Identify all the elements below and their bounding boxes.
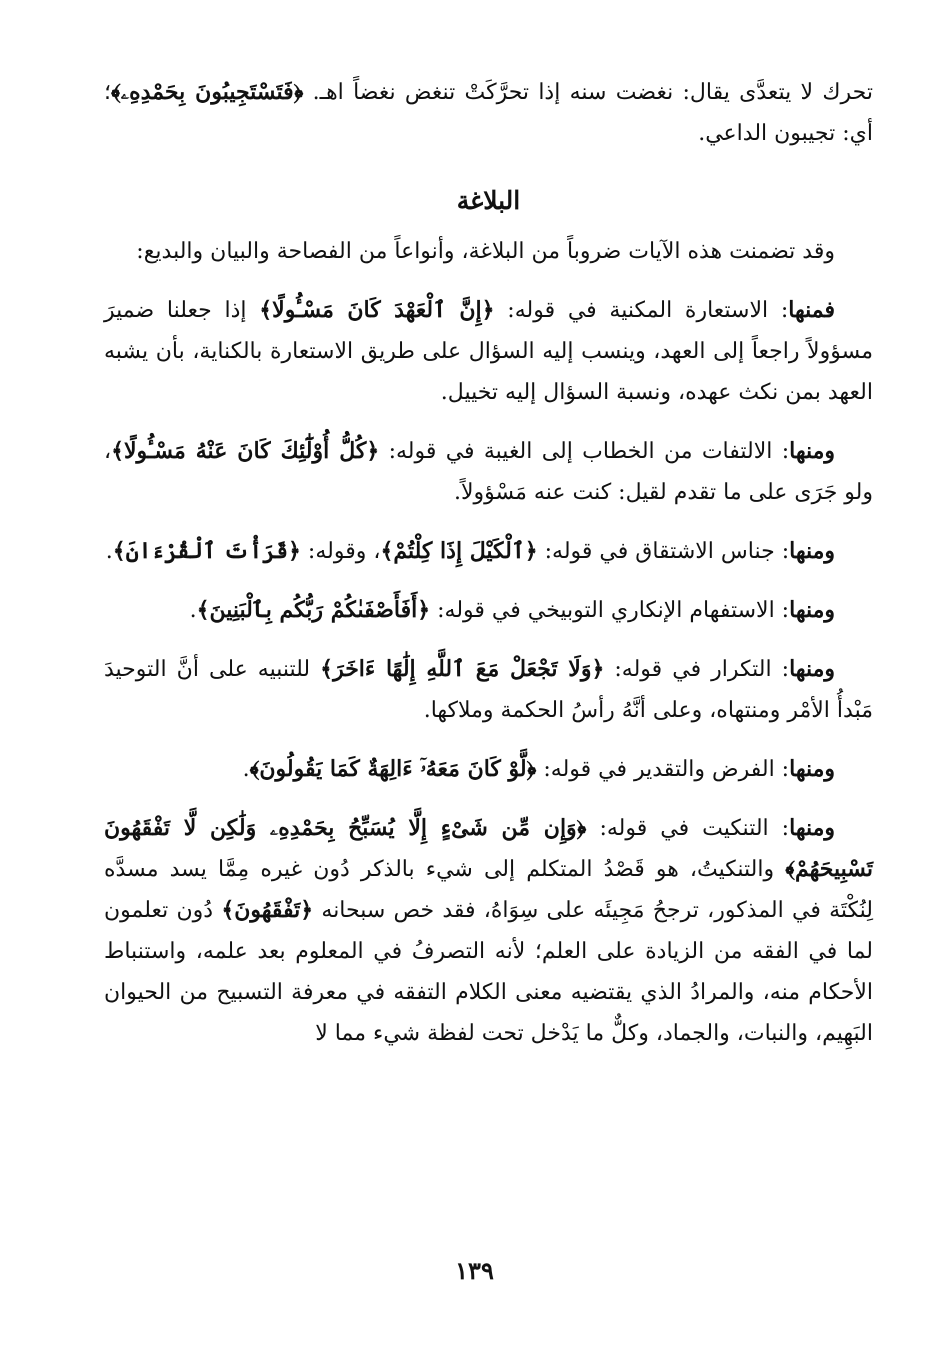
paragraph-lead: فمنها <box>788 297 835 323</box>
paragraph-text: . <box>105 539 113 564</box>
paragraph-lead: ومنها <box>789 756 835 782</box>
quran-quote: ﴿إِنَّ ٱلْعَهْدَ كَانَ مَسْـُٔولًا﴾ <box>259 297 495 323</box>
paragraph-iltifat <box>104 431 873 513</box>
paragraph-jinas <box>104 531 873 572</box>
paragraph-lead: ومنها <box>789 438 835 464</box>
section-heading: البلاغة <box>456 186 521 215</box>
paragraph-text: : التنكيت في قوله: <box>586 816 790 841</box>
paragraph-tankit <box>104 808 873 1054</box>
paragraph-takrar <box>104 649 873 731</box>
intro-text: تحرك لا يتعدَّى يقال: نغضت سنه إذا تحرَّكَتْ تنغض نغضاً اهـ. <box>303 80 873 105</box>
paragraph-text: إذا جعلنا ضميرَ مسؤولاً راجعاً إلى العهد، وينسب إليه السؤال على طريق الاستعارة بالكناية، بأن يشبه العهد بمن نكث عهده، ونسبة السؤال إليه تخييل. <box>104 298 873 405</box>
paragraph-text: . <box>242 757 250 782</box>
paragraph-istifham <box>104 590 873 631</box>
quran-quote: ﴿وَلَا تَجْعَلْ مَعَ ٱللَّهِ إِلَٰهًا ءَاخَرَ﴾ <box>320 656 605 682</box>
paragraph-text: : الالتفات من الخطاب إلى الغيبة في قوله: <box>379 439 790 464</box>
paragraph-text: ، وقوله: <box>300 539 381 564</box>
paragraph-text: . <box>189 598 197 623</box>
quran-quote: ﴿أَفَأَصْفَىٰكُمْ رَبُّكُم بِٱلْبَنِينَ﴾ <box>196 597 431 623</box>
quran-quote: ﴿لَّوْ كَانَ مَعَهُۥٓ ءَالِهَةٌ كَمَا يَقُولُونَ﴾ <box>249 756 537 782</box>
quran-quote: ﴿تَفْقَهُونَ﴾ <box>221 897 314 923</box>
paragraph-text: : جناس الاشتقاق في قوله: <box>537 539 790 564</box>
paragraph-text: : التكرار في قوله: <box>604 657 790 682</box>
quran-quote: ﴿قَرَأْتَ ٱلْقُرْءَانَ﴾ <box>112 538 301 564</box>
paragraph-text: : الاستعارة المكنية في قوله: <box>494 298 789 323</box>
paragraph-text: : الفرض والتقدير في قوله: <box>536 757 790 782</box>
paragraph-text: للتنبيه على أنَّ التوحيدَ مَبْدأُ الأمْر ومنتهاه، وعلى أنَّهُ رأسُ الحكمة وملاكها. <box>104 657 873 723</box>
paragraph-text: والتنكيتُ، هو قَصْدُ المتكلم إلى شيء بالذكر دُون غيره مِمَّا يسد مسدَّه لِنُكْتَة في المذكور، ترجحُ مَجِيئَه على سِوَاهُ، فقد خص سبحانه <box>104 857 874 923</box>
paragraph-lead: ومنها <box>789 597 835 623</box>
quran-quote: ﴿وَإِن مِّن شَىْءٍ إِلَّا يُسَبِّحُ بِحَمْدِهِۦ وَلَٰكِن لَّا تَفْقَهُونَ تَسْبِيحَهُمْ﴾ <box>104 815 873 882</box>
intro-after: ؛ أي: تجيبون الداعي. <box>104 80 873 146</box>
quran-quote: ﴿فَتَسْتَجِيبُونَ بِحَمْدِهِۦ﴾ <box>111 79 304 105</box>
paragraph-text: : الاستفهام الإنكاري التوبيخي في قوله: <box>430 598 790 623</box>
quran-quote: ﴿ٱلْكَيْلَ إِذَا كِلْتُمْ﴾ <box>380 538 538 564</box>
paragraph-lead: ومنها <box>789 815 835 841</box>
paragraph-text: ، ولو جَرَى على ما تقدم لقيل: كنت عنه مَسْؤولاً. <box>104 439 873 505</box>
intro-paragraph <box>104 72 873 154</box>
paragraph-isti3ara <box>104 290 873 413</box>
paragraph-lead: ومنها <box>789 538 835 564</box>
paragraph-lead: ومنها <box>789 656 835 682</box>
rhetoric-intro: وقد تضمنت هذه الآيات ضروباً من البلاغة، وأنواعاً من الفصاحة والبيان والبديع: <box>136 239 835 264</box>
quran-quote: ﴿كُلُّ أُوْلَٰٓئِكَ كَانَ عَنْهُ مَسْـُٔولًا﴾ <box>111 438 380 464</box>
paragraph-text: دُون تعلمون لما في الفقه من الزيادة على العلم؛ لأنه التصرفُ في المعلوم بعد علمه، واستنباط الأحكام منه، والمرادُ الذي يقتضيه معنى الكلام التفقه في معرفة التسبيح من الحيوان البَهِيم، والنبات، والجماد، وكلٌّ ما يَدْخل تحت لفظة شيء مما لا <box>104 898 873 1046</box>
paragraph-fard <box>104 749 873 790</box>
page-number: ١٣٩ <box>455 1256 494 1285</box>
